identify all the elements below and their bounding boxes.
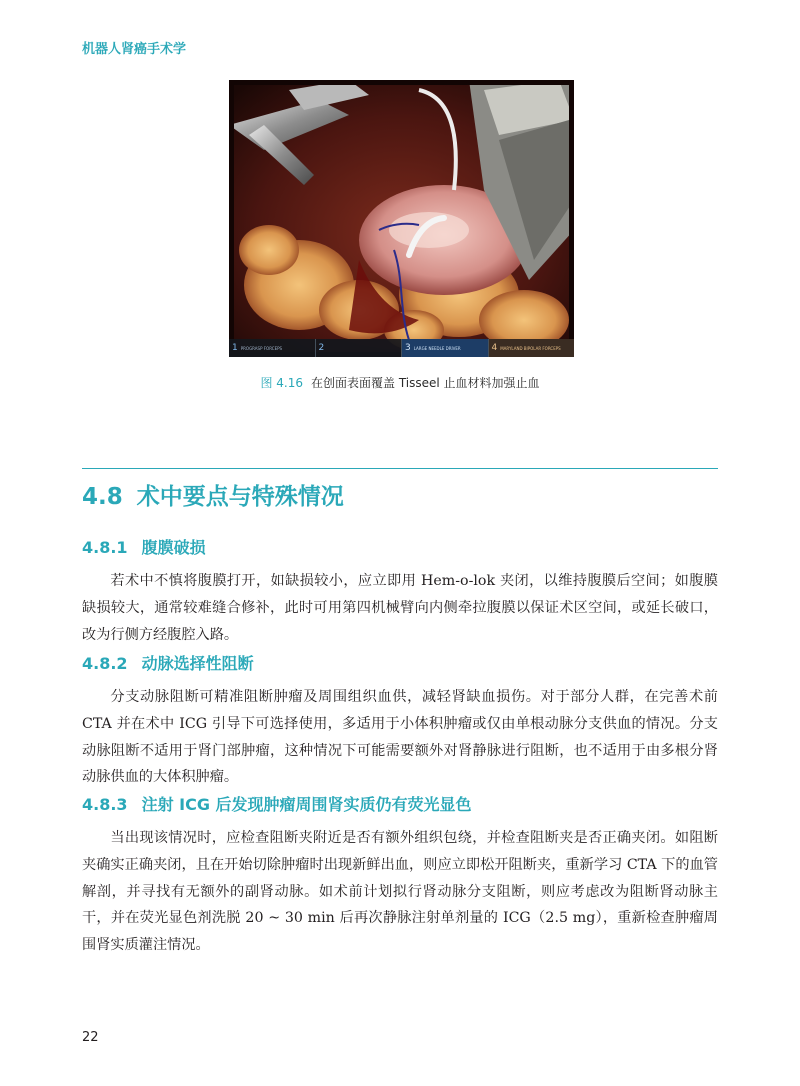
surgical-photo	[229, 80, 574, 357]
paragraph-4-8-1: 若术中不慎将腹膜打开，如缺损较小，应立即用 Hem-o-lok 夹闭，以维持腹膜后空间；如腹膜缺损较大，通常较难缝合修补，此时可用第四机械臂向内侧牵拉腹膜以保证术区空间，或延长破口，改为行侧方经腹腔入路。	[82, 573, 718, 643]
subsection-number: 4.8.3	[82, 795, 128, 814]
section-number: 4.8	[82, 484, 123, 510]
section-title: 术中要点与特殊情况	[136, 484, 344, 510]
subsection-title: 注射 ICG 后发现肿瘤周围肾实质仍有荧光显色	[141, 795, 472, 814]
overlay-step-2	[316, 339, 403, 357]
figure-caption-text: 在创面表面覆盖 Tisseel 止血材料加强止血	[311, 376, 540, 390]
overlay-step-number: 1	[232, 343, 238, 353]
subsection-heading-4-8-3	[82, 792, 472, 815]
subsection-number: 4.8.2	[82, 654, 128, 673]
overlay-step-label: MARYLAND BIPOLAR FORCEPS	[500, 345, 561, 351]
running-header: 机器人肾癌手术学	[82, 42, 187, 57]
overlay-step-number: 3	[405, 343, 411, 353]
subsection-title: 腹膜破损	[141, 538, 206, 557]
overlay-step-label: PROGRASP FORCEPS	[240, 345, 283, 351]
figure-caption	[0, 374, 800, 391]
paragraph-4-8-3: 当出现该情况时，应检查阻断夹附近是否有额外组织包绕，并检查阻断夹是否正确夹闭。如阻断夹确实正确夹闭，且在开始切除肿瘤时出现新鲜出血，则应立即松开阻断夹，重新学习 CTA 下的血管解剖，并寻找有无额外的副肾动脉。如术前计划拟行肾动脉分支阻断，则应考虑改为阻断肾动脉主干，并在荧光显色剂洗脱 20 ~ 30 min 后再次静脉注射单剂量的 ICG（2.5 mg），重新检查肿瘤周围肾实质灌注情况。	[82, 830, 718, 954]
page-number: 22	[82, 1030, 99, 1045]
subsection-heading-4-8-2	[82, 651, 254, 674]
figure-number: 图 4.16	[260, 376, 303, 390]
overlay-step-1	[229, 339, 316, 357]
section-divider	[82, 468, 718, 469]
subsection-title: 动脉选择性阻断	[141, 654, 254, 673]
overlay-step-number: 2	[318, 343, 325, 353]
section-heading	[82, 478, 344, 511]
subsection-heading-4-8-1	[82, 535, 206, 558]
overlay-step-4	[489, 339, 575, 357]
paragraph-4-8-2: 分支动脉阻断可精准阻断肿瘤及周围组织血供，减轻肾缺血损伤。对于部分人群，在完善术前 CTA 并在术中 ICG 引导下可选择使用，多适用于小体积肿瘤或仅由单根动脉分支供血的情况。分支动脉阻断不适用于肾门部肿瘤，这种情况下可能需要额外对肾静脉进行阻断，也不适用于由多根分肾动脉供血的大体积肿瘤。	[82, 689, 718, 786]
overlay-step-number: 4	[491, 343, 498, 353]
overlay-steps	[229, 339, 574, 357]
subsection-number: 4.8.1	[82, 538, 128, 557]
overlay-step-3	[402, 339, 489, 357]
overlay-step-label: LARGE NEEDLE DRIVER	[413, 345, 461, 351]
